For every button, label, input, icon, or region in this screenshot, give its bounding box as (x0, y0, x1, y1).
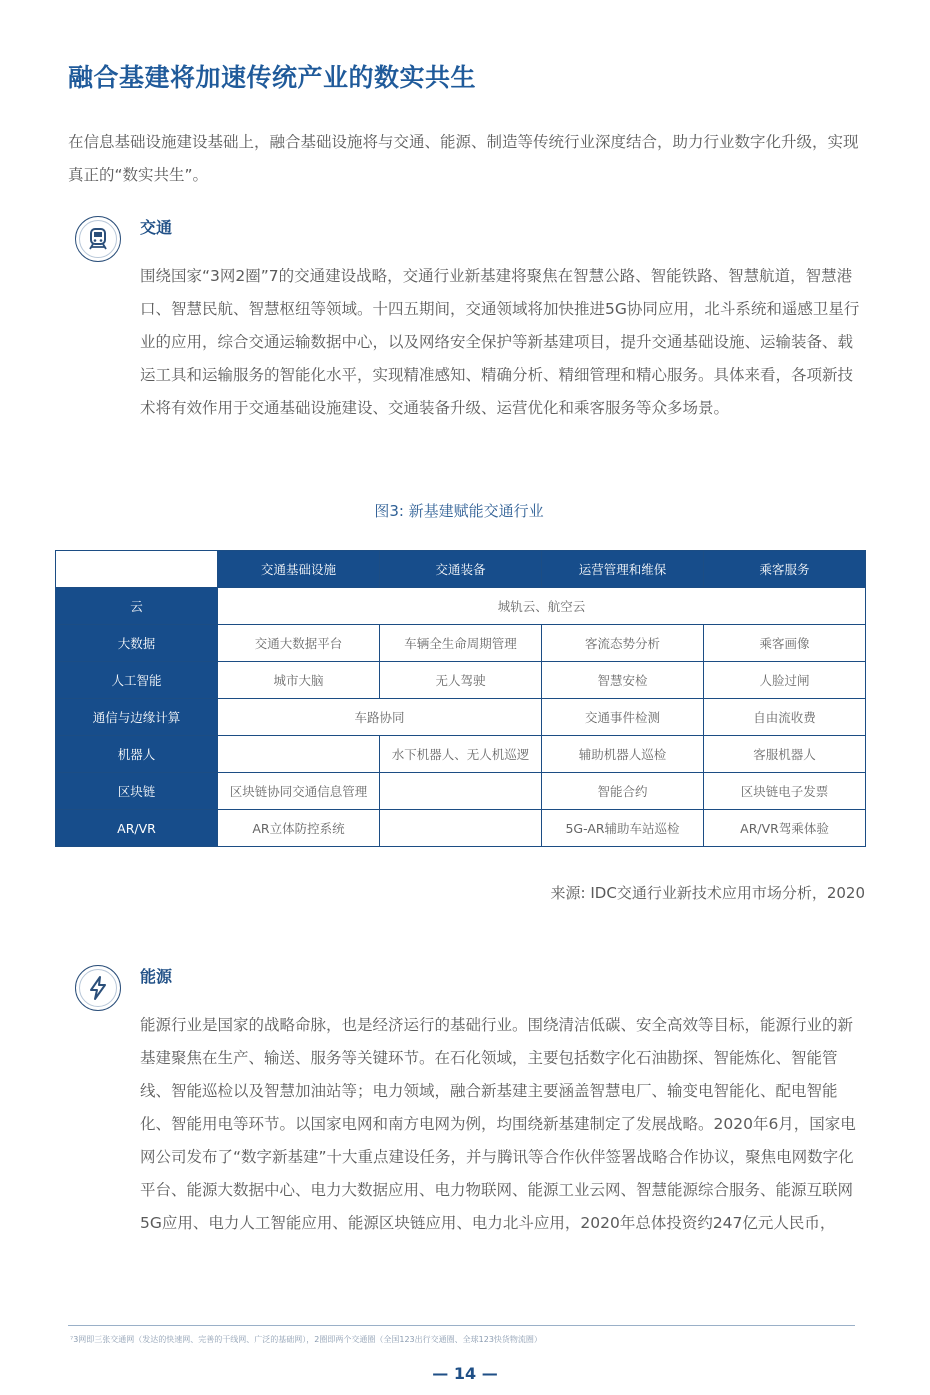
table-corner-cell (56, 551, 218, 588)
table-cell: AR立体防控系统 (218, 810, 380, 847)
energy-heading: 能源 (140, 967, 173, 986)
table-cell: 人脸过闸 (704, 662, 866, 699)
table-cell (380, 773, 542, 810)
table-row (56, 736, 866, 773)
table-cell: 水下机器人、无人机巡逻 (380, 736, 542, 773)
table-row (56, 662, 866, 699)
row-header: 云 (56, 588, 218, 625)
table-cell: 交通大数据平台 (218, 625, 380, 662)
column-header: 交通装备 (380, 551, 542, 588)
table-cell: 智能合约 (542, 773, 704, 810)
row-header: 通信与边缘计算 (56, 699, 218, 736)
table-cell: 城轨云、航空云 (218, 588, 866, 625)
column-header: 乘客服务 (704, 551, 866, 588)
column-header: 运营管理和维保 (542, 551, 704, 588)
table-row (56, 810, 866, 847)
table-row (56, 625, 866, 662)
table-cell: 区块链电子发票 (704, 773, 866, 810)
table-cell: 5G-AR辅助车站巡检 (542, 810, 704, 847)
transport-heading: 交通 (140, 218, 173, 237)
table-cell: 乘客画像 (704, 625, 866, 662)
table-cell: 车辆全生命周期管理 (380, 625, 542, 662)
page-number: — 14 — (432, 1364, 498, 1383)
table-cell (218, 736, 380, 773)
figure-source: 来源: IDC交通行业新技术应用市场分析，2020 (550, 884, 865, 902)
table-cell: 客服机器人 (704, 736, 866, 773)
table-cell: 城市大脑 (218, 662, 380, 699)
row-header: 大数据 (56, 625, 218, 662)
train-icon (75, 216, 121, 262)
table-cell: 交通事件检测 (542, 699, 704, 736)
row-header: AR/VR (56, 810, 218, 847)
table-cell: 车路协同 (218, 699, 542, 736)
intro-paragraph: 在信息基础设施建设基础上，融合基础设施将与交通、能源、制造等传统行业深度结合，助力行业数字化升级，实现真正的“数实共生”。 (68, 133, 859, 184)
figure-caption: 图3: 新基建赋能交通行业 (374, 502, 544, 520)
page-title: 融合基建将加速传统产业的数实共生 (68, 63, 477, 92)
table-cell: 自由流收费 (704, 699, 866, 736)
table-cell: 客流态势分析 (542, 625, 704, 662)
footnote: ⁷3网即三张交通网（发达的快速网、完善的干线网、广泛的基础网），2圈即两个交通圈（全国123出行交通圈、全球123快货物流圈） (70, 1335, 542, 1344)
row-header: 机器人 (56, 736, 218, 773)
transport-paragraph: 围绕国家“3网2圈”7的交通建设战略，交通行业新基建将聚焦在智慧公路、智能铁路、智慧航道，智慧港口、智慧民航、智慧枢纽等领域。十四五期间，交通领域将加快推进5G协同应用，北斗系统和遥感卫星行业的应用，综合交通运输数据中心，以及网络安全保护等新基建项目，提升交通基础设施、运输装备、载运工具和运输服务的智能化水平，实现精准感知、精确分析、精细管理和精心服务。具体来看，各项新技术将有效作用于交通基础设施建设、交通装备升级、运营优化和乘客服务等众多场景。 (140, 267, 860, 417)
table-row (56, 773, 866, 810)
table-cell: AR/VR驾乘体验 (704, 810, 866, 847)
row-header: 人工智能 (56, 662, 218, 699)
table-row (56, 699, 866, 736)
lightning-icon (75, 965, 121, 1011)
table-cell (380, 810, 542, 847)
footnote-divider (68, 1325, 855, 1326)
table-cell: 智慧安检 (542, 662, 704, 699)
table-cell: 辅助机器人巡检 (542, 736, 704, 773)
row-header: 区块链 (56, 773, 218, 810)
table-cell: 区块链协同交通信息管理 (218, 773, 380, 810)
table-cell: 无人驾驶 (380, 662, 542, 699)
transport-tech-table (55, 550, 866, 847)
column-header: 交通基础设施 (218, 551, 380, 588)
energy-paragraph: 能源行业是国家的战略命脉，也是经济运行的基础行业。围绕清洁低碳、安全高效等目标，能源行业的新基建聚焦在生产、输送、服务等关键环节。在石化领域，主要包括数字化石油勘探、智能炼化、智能管线、智能巡检以及智慧加油站等；电力领域，融合新基建主要涵盖智慧电厂、输变电智能化、配电智能化、智能用电等环节。以国家电网和南方电网为例，均围绕新基建制定了发展战略。2020年6月，国家电网公司发布了“数字新基建”十大重点建设任务，并与腾讯等合作伙伴签署战略合作协议，聚焦电网数字化平台、能源大数据中心、电力大数据应用、电力物联网、能源工业云网、智慧能源综合服务、能源互联网5G应用、电力人工智能应用、能源区块链应用、电力北斗应用，2020年总体投资约247亿元人民币， (140, 1016, 856, 1232)
table-header-row (56, 551, 866, 588)
table-row (56, 588, 866, 625)
